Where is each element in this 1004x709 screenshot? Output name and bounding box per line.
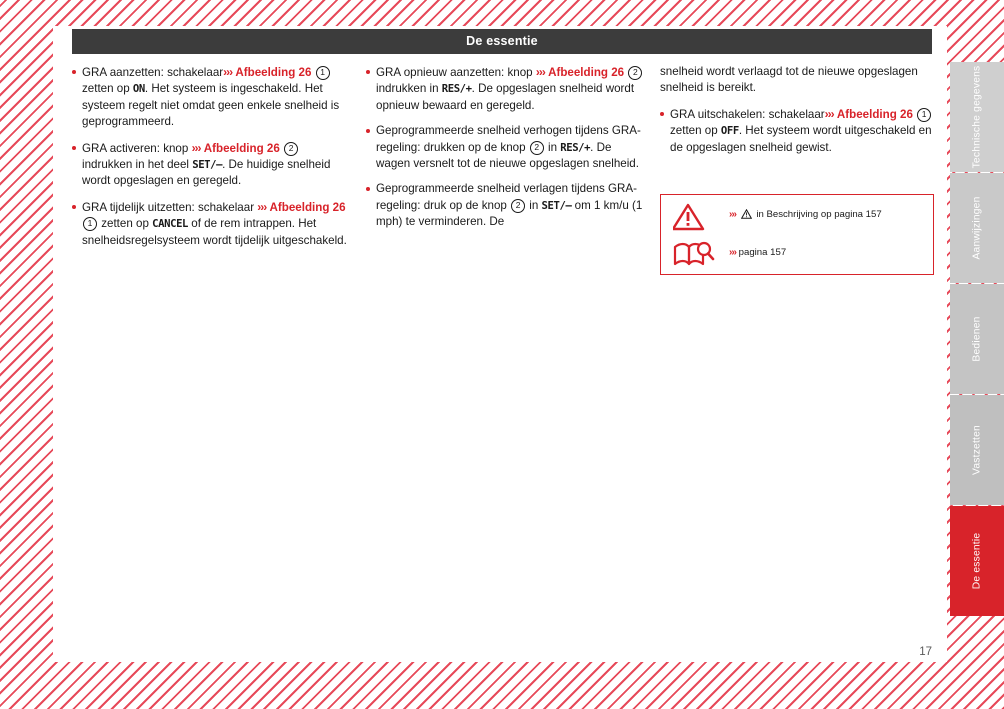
tab-de-essentie[interactable]: [950, 506, 1004, 616]
tab-vastzetten[interactable]: [950, 395, 1004, 505]
chevron-arrows-icon: ›››: [729, 209, 736, 220]
text-column-1: [72, 64, 351, 258]
cross-reference-row: [661, 235, 933, 274]
cross-reference-label: in Beschrijving op pagina 157: [756, 209, 882, 220]
chevron-arrows-icon: ›››: [729, 247, 736, 258]
tab-label: De essentie: [971, 532, 983, 590]
text-column-2: [366, 64, 645, 240]
tab-bedienen[interactable]: [950, 284, 1004, 394]
tab-aanwijzingen[interactable]: [950, 173, 1004, 283]
cross-reference-text: [729, 209, 882, 222]
cross-reference-box: [660, 194, 934, 275]
section-header: De essentie: [72, 29, 932, 54]
book-magnifier-icon: [673, 239, 719, 271]
cross-reference-label: pagina 157: [738, 247, 787, 258]
tab-label: Aanwijzingen: [971, 196, 983, 260]
list-item: GRA tijdelijk uitzetten: schakelaar ››› Afbeelding 26 1 zetten op CANCEL of de rem intrappen. Het snelheidsregelsysteem wordt tijdelijk uitgeschakeld.: [72, 199, 351, 249]
tab-label: Vastzetten: [971, 425, 983, 475]
list-item: Geprogrammeerde snelheid verhogen tijdens GRA-regeling: drukken op de knop 2 in RES/+. De wagen versnelt tot de nieuwe opgeslagen snelheid.: [366, 123, 645, 172]
section-tabs: [950, 62, 1004, 617]
page-number: 17: [919, 646, 932, 658]
page-content: [53, 26, 947, 662]
list-item: GRA opnieuw aanzetten: knop ››› Afbeelding 26 2 indrukken in RES/+. De opgeslagen snelheid wordt opnieuw bewaard en geregeld.: [366, 64, 645, 114]
list-item: GRA activeren: knop ››› Afbeelding 26 2 indrukken in het deel SET/–. De huidige snelheid wordt opgeslagen en geregeld.: [72, 140, 351, 190]
cross-reference-row: [661, 197, 933, 236]
list-item: GRA uitschakelen: schakelaar››› Afbeelding 26 1 zetten op OFF. Het systeem wordt uitgeschakeld en de opgeslagen snelheid gewist.: [660, 106, 939, 156]
list-item: Geprogrammeerde snelheid verlagen tijdens GRA-regeling: druk op de knop 2 in SET/– om 1 km/u (1 mph) te verminderen. De: [366, 181, 645, 230]
tab-label: Bedienen: [971, 316, 983, 362]
text-column-3: [660, 64, 939, 165]
tab-technische-gegevens[interactable]: [950, 62, 1004, 172]
warning-triangle-inline-icon: [741, 209, 752, 222]
tab-label: Technische gegevens: [971, 65, 983, 169]
list-item: GRA aanzetten: schakelaar››› Afbeelding 26 1 zetten op ON. Het systeem is ingeschakeld. Het systeem regelt niet omdat geen enkele snelheid is geprogrammeerd.: [72, 64, 351, 131]
cross-reference-text: [729, 247, 786, 258]
warning-triangle-icon: [673, 201, 719, 233]
paragraph-continuation: snelheid wordt verlaagd tot de nieuwe opgeslagen snelheid is bereikt.: [660, 65, 918, 95]
